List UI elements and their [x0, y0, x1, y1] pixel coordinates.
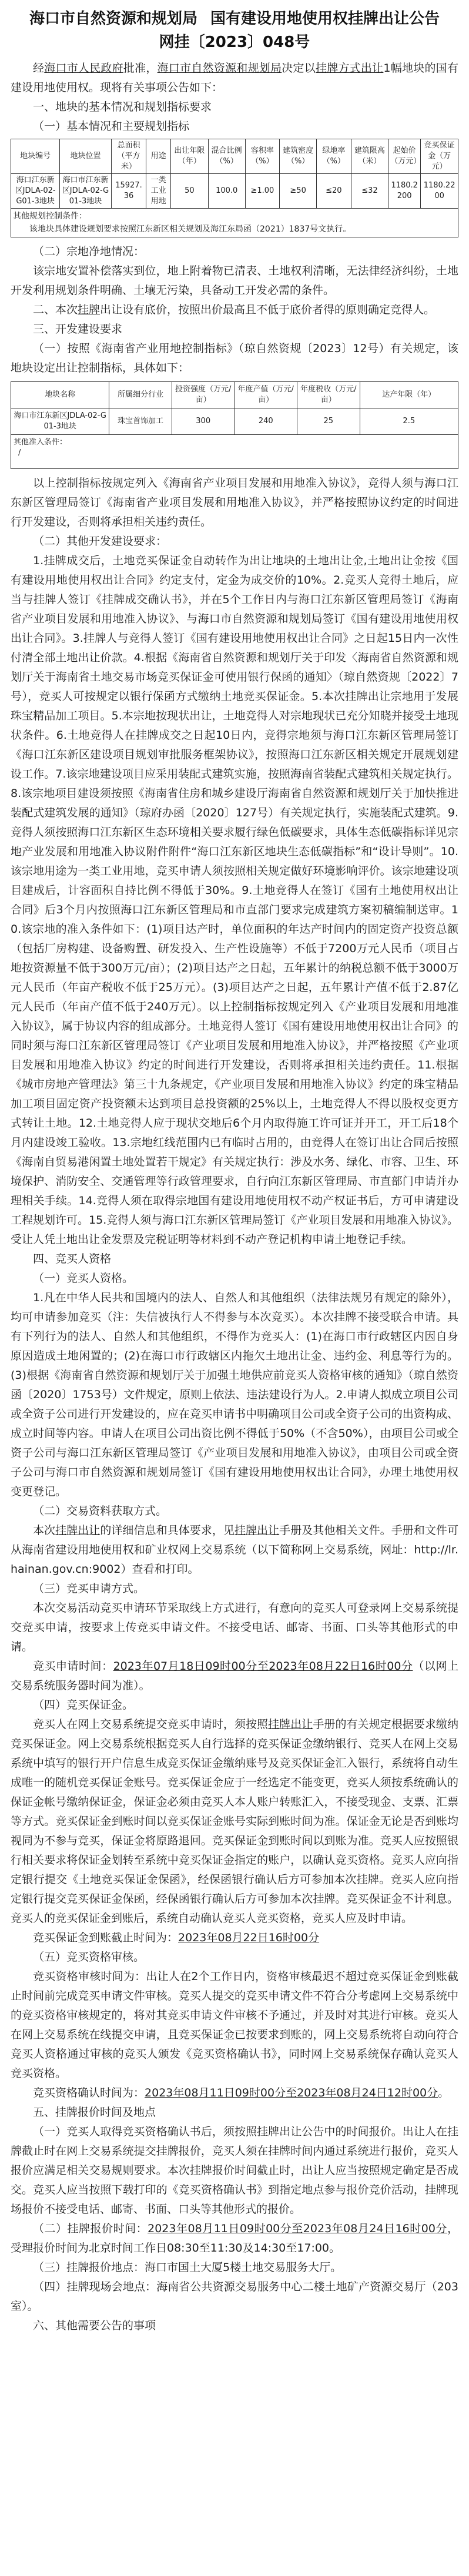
- table-cell: ≥50: [280, 174, 317, 209]
- table-row: [11, 174, 458, 209]
- section-4-6-body: 竞买资格审核时间为：出让人在2个工作日内，资格审核最迟不超过竞买保证金到账截止时间前完成竞买申请文件审核。竞买人提交的竞买申请文件不符合分考虑网上交易系统中的竞买资格审核规定的，将对其竞买申请文件审核不予通过，并及时对其进行审核。竞买人在网上交易系统在线提交申请，且竞买保证金已按要求到账的，网上交易系统将自动向符合竞买人资格通过审核的竞买人颁发《竞买资格确认书》，同时网上交易系统保存确认竞买人竞买资格。: [11, 1970, 458, 2080]
- deposit-deadline-label: 竞买保证金到账截止时间为：: [33, 1931, 179, 1944]
- table-note-row: [11, 435, 458, 469]
- table-header-cell: 投资强度（万元/亩）: [172, 382, 235, 408]
- section-4-2-body: [11, 1521, 458, 1579]
- section-1-2-heading: （二）宗地净地情况：: [33, 245, 145, 258]
- table-cell: ≤32: [351, 174, 388, 209]
- section-2-paragraph: [11, 300, 458, 320]
- table-cell: 海口江东新区JDLA-02-G01-3地块: [11, 174, 60, 209]
- title-main: 国有建设用地使用权挂牌出让公告: [210, 10, 440, 28]
- table-cell: 300: [172, 408, 235, 435]
- table-cell: 珠宝首饰加工: [109, 408, 172, 435]
- sale-method: 挂牌方式出让: [315, 62, 384, 75]
- application-period-value: 2023年07月18日09时00分至2023年08月22日16时00分: [113, 1660, 413, 1673]
- intro-text: 决定以: [282, 62, 316, 75]
- section-6-heading: 六、其他需要公告的事项: [33, 2319, 156, 2332]
- land-parcel-table: [11, 139, 458, 237]
- table-cell: ≤20: [317, 174, 351, 209]
- planning-note-label: 其他规划控制条件：: [13, 212, 87, 221]
- section-3-2-body: 1.挂牌成交后，土地竞买保证金自动转作为出让地块的土地出让金,土地出让金按《国有建设用地使用权出让合同》约定支付，定金为成交价的10%。2.竞买人竞得土地后，应当与挂牌人签订《挂牌成交确认书》，并在5个工作日内与海口江东新区管理局签订《海南省产业项目发展和用地准入协议》、与海口市自然资源和规划局签订《国有建设用地使用权出让合同》。3.挂牌人与竞得人签订《国有建设用地使用权出让合同》之日起15日内一次性付清全部土地出让价款。4.根据《海南省自然资源和规划厅关于印发〈海南省自然资源和规划厅关于海南省土地交易市场竞买保证金可使用银行保函的通知〉（琼自然资规〔2022〕7号），竞买人可按规定以银行保函方式缴纳土地竞买保证金。5.本次挂牌出让宗地用于发展珠宝精品加工项目。5.本宗地按现状出让，土地竞得人对宗地现状已充分知晓并接受土地现状条件。6.土地竞得人在挂牌成交之日起10日内，竞得宗地须与海口江东新区管理局签订《海口江东新区建设项目规划审批服务框架协议》，按照海口江东新区相关规定开展规划建设工作。7.该宗地建设项目应采用装配式建筑实施，按照海南省装配式建筑相关规定执行。8.该宗地项目建设须按照《海南省住房和城乡建设厅海南省自然资源和规划厅关于加快推进装配式建筑发展的通知》（琼府办函〔2020〕127号）有关规定执行，实施装配式建筑。9.竞得人须按照海口江东新区生态环境相关要求履行绿色低碳要求，具体生态低碳指标详见宗地产业发展和用地准入协议附件附件“海口江东新区地块生态低碳指标”和“设计导则”。10.该宗地用途为一类工业用地，竞买申请人须按照相关规定做好环境影响评价。该宗地建设项目建成后，计容面积自持比例不得低于30%。9.土地竞得人在签订《国有土地使用权出让合同》后3个月内按照海口江东新区管理局和市直部门要求完成建筑方案初稿编制送审。10.该宗地的准入条件如下：(1)项目达产时，单位面积的年达产时间内的固定资产投资总额（包括厂房构建、设备购置、研发投入、生产性设施等）不低于7200万元人民币（项目占地按资源量不低于300万元/亩）；(2)项目达产之日起，五年累计的纳税总额不低于3000万元人民币（年亩产税收不低于25万元）。(3)项目达产之日起，五年累计产值不低于2.87亿元人民币（年亩产值不低于240万元）。以上控制指标按规定列入《产业项目发展和用地准入协议》，属于协议内容的组成部分。土地竞得人签订《国有建设用地使用权出让合同》的同时须与海口江东新区管理局签订《产业项目发展和用地准入协议》，并严格按照《产业项目发展和用地准入协议》约定的时间进行开发建设，否则将承担相关违约责任。11.根据《城市房地产管理法》第三十九条规定，《产业项目发展和用地准入协议》约定的珠宝精品加工项目固定资产投资额未达到项目总投资额的25%以上，土地竞得人不得以股权变更方式转让土地。12.土地竞得人应于现状交地后6个月内取得施工许可证并开工，开工后18个月内建设竣工验收。13.宗地红线范围内已有临时占用的，由竞得人在签订出让合同后按照《海南自贸易港闲置土地处置若干规定》有关规定执行：涉及水务、绿化、市容、卫生、环境保护、消防安全、交通管理等行政管理要求，自行向江东新区管理局、市直部门申请并办理相关手续。14.竞得人须在取得宗地国有建设用地使用权不动产权证书后，方可申请建设工程规划许可。15.竞得人须与海口江东新区管理局签订《产业项目发展和用地准入协议》。受让人凭土地出让金发票及完税证明等材料到不动产登记机构申请土地登记手续。: [11, 554, 458, 1246]
- table-cell: 1180.2200: [388, 174, 421, 209]
- table-cell: 100.0: [208, 174, 245, 209]
- section-1-heading: 一、地块的基本情况和规划指标要求: [33, 101, 212, 113]
- table-header-cell: 所属细分行业: [109, 382, 172, 408]
- table-cell: 50: [171, 174, 209, 209]
- table-header-cell: 出让年限（年）: [171, 139, 209, 174]
- section-4-3-body: 本次交易活动竞买申请环节采取线上方式进行，有意向的竞买人可登录网上交易系统提交竞买申请，按要求上传竞买申请文件。不接受电话、邮寄、书面、口头等其他形式的申请。: [11, 1602, 458, 1653]
- table-header-cell: 建筑密度（%）: [280, 139, 317, 174]
- intro-text: 批准，: [123, 62, 158, 75]
- sale-method: 挂牌: [78, 303, 101, 316]
- section-5-1-body: （一）竞买人取得竞买资格确认书后，须按照挂牌出让公告中的时间报价。出让人在挂牌截止时在网上交易系统提交挂牌报价，竞买人须在挂牌时间内通过系统进行报价，竞买人报价应满足相关交易规则要求。本次挂牌报价时间截止时，出让人应当按照规定确定是否成交。竞买人应当按照下载打印的《竞买资格确认书》到指定地点参与报价竞价活动，挂牌现场报价不接受电话、邮寄、书面、口头等其他形式的报价。: [11, 2125, 458, 2216]
- section-3-2-heading: （二）其他开发建设要求：: [33, 535, 168, 548]
- section-1-1-heading: （一）基本情况和主要规划指标: [33, 120, 190, 133]
- qualification-period-value: 2023年08月11日09时00分至2023年08月24日12时00分: [145, 2086, 438, 2099]
- deposit-deadline: [11, 1928, 458, 1948]
- bidding-period: [11, 2219, 458, 2258]
- bidding-location-label: （三）挂牌报价地点：: [33, 2261, 145, 2274]
- table-header-cell: 绿地率（%）: [317, 139, 351, 174]
- sale-method: 挂牌出让: [55, 1524, 101, 1537]
- body-text: 手册及其他相关文件。手册和文件可从海南省建设用地使用权和矿业权网上交易系统（以下简称网上交易系统，网址：http://lr.hainan.gov.cn:9002）查看和打印。: [11, 1524, 458, 1576]
- body-text: （以网上交易系统服务器时间为准）。: [11, 1660, 458, 1692]
- section-4-1-body: 1.凡在中华人民共和国境内的法人、自然人和其他组织（法律法规另有规定的除外），均可申请参加竞买（注：失信被执行人不得参与本次竞买）。本次挂牌不接受联合申请。具有下列行为的法人、自然人和其他组织，不得作为竞买人：(1)在海口市行政辖区内因自身原因造成土地闲置的；(2)在海口市行政辖区内拖欠土地出让金、违约金、利息等行为的。(3)根据《海南省自然资源和规划厅关于加强土地供应前竞买人资格审核的通知》（琼自然资函〔2020〕1753号）文件规定，原则上依法、违法建设行为人。2.申请人拟成立项目公司或全资子公司进行开发建设的，应在竞买申请书中明确项目公司或全资子公司的出资构成、成立时间等内容。申请人在项目公司出资比例不得低于50%（不含50%），由项目公司或全资子公司与海口江东新区管理局签订《产业项目发展和用地准入协议》，由项目公司或全资子公司与海口市自然资源和规划局签订《国有建设用地使用权出让合同》，办理土地使用权变更登记。: [11, 1291, 458, 1498]
- table-header-cell: 建筑限高（米）: [351, 139, 388, 174]
- section-1-2-body: 该宗地安置补偿落实到位，地上附着物已清表、土地权利清晰，无法律经济纠纷，土地开发利用规划条件明确、土壤无污染，具备动工开发必需的条件。: [11, 264, 458, 297]
- section-4-1-heading: （一）竞买人资格。: [33, 1272, 134, 1285]
- sale-method: 挂牌出让: [234, 1524, 280, 1537]
- access-note-value: /: [18, 448, 21, 457]
- table-cell: 15927.36: [111, 174, 146, 209]
- sale-method: 挂牌出让: [268, 1718, 313, 1731]
- document-number: 网挂〔2023〕048号: [159, 34, 310, 51]
- section-3-1-paragraph-2: 以上控制指标按规定列入《海南省产业项目发展和用地准入协议》，竞得人须与海口江东新区管理局签订《海南省产业项目发展和用地准入协议》，并严格按照协议约定的时间进行开发建设，否则将承担相关违约责任。: [11, 477, 458, 528]
- table-header-cell: 达产年限（年）: [360, 382, 458, 408]
- application-period-label: 竞买申请时间：: [33, 1660, 113, 1673]
- bidding-location-value: 海口市国土大厦5楼土地交易服务大厅。: [145, 2261, 342, 2274]
- access-note-label: 其他准入条件：: [14, 438, 68, 447]
- bidding-location: [11, 2258, 458, 2277]
- table-header-cell: 混合比例（%）: [208, 139, 245, 174]
- table-header-cell: 地块位置: [60, 139, 112, 174]
- table-cell: 海口市江东新区JDLA-02-G01-3地块: [60, 174, 112, 209]
- table-header-cell: 年度税收（万元/亩）: [297, 382, 360, 408]
- section-2-text: 二、本次: [33, 303, 78, 316]
- application-period: [11, 1657, 458, 1696]
- section-4-5-body: [11, 1715, 458, 1928]
- issuer-name: 海口市自然资源和规划局: [157, 62, 282, 75]
- section-3-heading: 三、开发建设要求: [33, 323, 123, 336]
- page-title: [11, 7, 458, 31]
- table-cell: 25: [297, 408, 360, 435]
- deposit-deadline-value: 2023年08月22日16时00分: [178, 1931, 320, 1944]
- planning-note-body: 该地块具体建设规划要求按照江东新区相关规划及海江东局函（2021）1837号文执行。: [29, 225, 351, 234]
- body-text: ，受理报价时间为北京时间工作日08:30至11:30及14:30至17:00。: [11, 2222, 458, 2255]
- table-cell: 240: [235, 408, 297, 435]
- section-4-6-heading: （五）竞买资格审核。: [33, 1951, 145, 1964]
- table-cell: ≥1.00: [245, 174, 280, 209]
- onsite-location-label: （四）挂牌现场会地点：: [33, 2280, 157, 2293]
- control-index-table: [11, 381, 458, 469]
- table-header-cell: 年度产值（万元/亩）: [235, 382, 297, 408]
- table-cell: 海口市江东新区JDLA-02-G01-3地块: [11, 408, 109, 435]
- bidding-period-label: （二）挂牌报价时间：: [33, 2222, 148, 2235]
- body-text: 本次: [33, 1524, 56, 1537]
- qualification-period-label: 竞买资格确认时间为：: [33, 2086, 145, 2099]
- qualification-period: [11, 2083, 458, 2103]
- table-header-cell: 地块名称: [11, 382, 109, 408]
- table-header-cell: 地块编号: [11, 139, 60, 174]
- table-header-cell: 竞买保证金（万元）: [421, 139, 458, 174]
- intro-text: 经: [33, 62, 45, 75]
- section-4-heading: 四、竞买人资格: [33, 1252, 112, 1265]
- section-5-heading: 五、挂牌报价时间及地点: [33, 2106, 156, 2119]
- table-cell: 2.5: [360, 408, 458, 435]
- table-cell: 1180.2200: [421, 174, 458, 209]
- table-note-row: [11, 209, 458, 237]
- intro-paragraph: [11, 59, 458, 98]
- onsite-location: [11, 2277, 458, 2316]
- onsite-location-value: 海南省公共资源交易服务中心二楼土地矿产资源交易厅（203室）。: [11, 2280, 458, 2313]
- planning-note-cell: [11, 209, 458, 237]
- body-text: 竞买人在网上交易系统提交竞买申请时，须按照: [33, 1718, 269, 1731]
- section-4-2-heading: （二）交易资料获取方式。: [33, 1505, 168, 1518]
- body-text: 的详细信息和具体要求，见: [100, 1524, 235, 1537]
- approver-name: 海口市人民政府: [44, 62, 123, 75]
- body-text: 。: [438, 2086, 450, 2099]
- body-text: 手册的有关规定根据要求缴纳竞买保证金。网上交易系统根据竞买人自行选择的竞买保证金缴纳银行、竞买人在网上交易系统中填写的银行开户信息生成竞买保证金缴纳账号及竞买保证金汇入银行，系统将自动生成唯一的随机竞买保证金账号。竞买保证金应于一经选定不能变更，竞买人须按系统确认的保证金帐号缴纳保证金，保证金必须由竞买人本人账户转账汇入，不接受现金、支票、汇票等方式。竞买保证金到账时间以竞买保证金账号实际到账时间为准。保证金无论是否到账均视同为不参与竞买，保证金将原路退回。竞买保证金到账时间以到账为准。竞买人应按照银行相关要求将保证金划转至系统中竞买保证金指定的账户，以确认竞买资格。竞买人应向指定银行提交《土地竞买保证金保函》，经保函银行确认后方可参加本次挂牌。竞买人应向指定银行提交竞买保证金保函，经保函银行确认后方可参加本次挂牌。竞买保证金不计利息。竞买人的竞买保证金到账后，系统自动确认竞买人竞买资格，竞买人应及时申请。: [11, 1718, 458, 1925]
- title-issuer: 海口市自然资源和规划局: [29, 10, 197, 28]
- table-header-cell: 容积率（%）: [245, 139, 280, 174]
- section-4-5-heading: （四）竞买保证金。: [33, 1699, 134, 1711]
- table-header-cell: 用途: [146, 139, 171, 174]
- table-header-cell: 总面积（平方米）: [111, 139, 146, 174]
- section-2-text: 出让设有底价，按照出价最高且不低于底价者得的原则确定竞得人。: [100, 303, 436, 316]
- access-note-cell: [11, 435, 458, 469]
- table-cell: 一类工业用地: [146, 174, 171, 209]
- table-header-row: [11, 382, 458, 408]
- table-header-row: [11, 139, 458, 174]
- table-row: [11, 408, 458, 435]
- bidding-period-value: 2023年08月11日09时00分至2023年08月24日16时00分: [148, 2222, 447, 2235]
- section-4-3-heading: （三）竞买申请方式。: [33, 1582, 145, 1595]
- table-header-cell: 起始价（万元）: [388, 139, 421, 174]
- intro-text: 1幅地块的国有建设用地使用权。现将有关事项公告如下：: [11, 62, 458, 94]
- section-3-1-paragraph: （一）按照《海南省产业用地控制指标》（琼自然资规〔2023〕12号）有关规定，该地块设定出让控制指标，具体如下：: [11, 342, 458, 374]
